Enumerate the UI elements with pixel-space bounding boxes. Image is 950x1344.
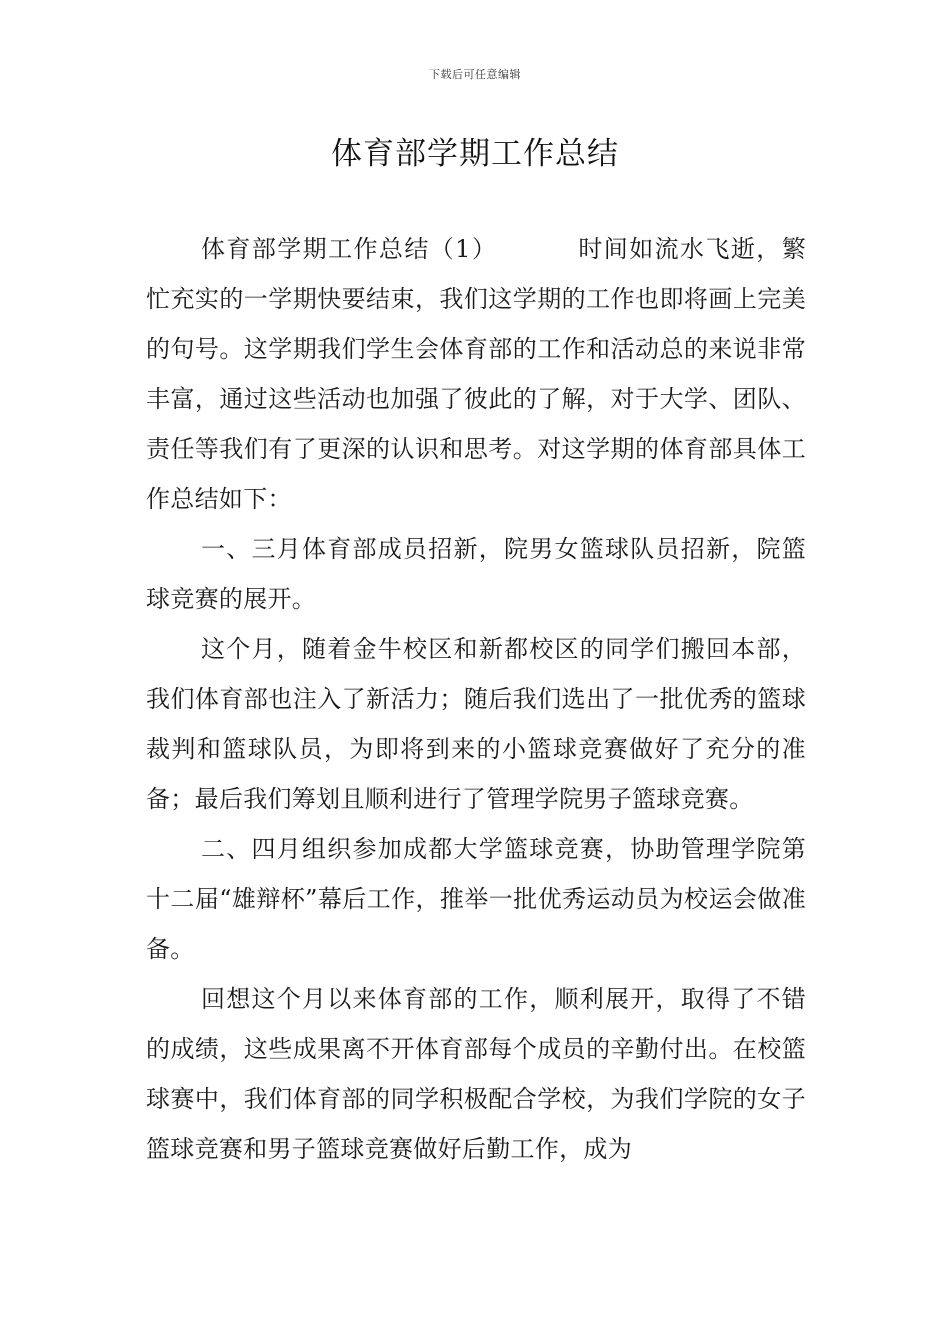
section-heading-march: 一、三月体育部成员招新，院男女篮球队员招新，院篮球竞赛的展开。: [146, 535, 806, 613]
document-title: 体育部学期工作总结: [331, 136, 619, 172]
intro-paragraph: [146, 224, 806, 524]
paragraph-april-detail: 回想这个月以来体育部的工作，顺利展开，取得了不错的成绩，这些成果离不开体育部每个成员的辛勤付出。在校篮球赛中，我们体育部的同学积极配合学校，为我们学院的女子篮球竞赛和男子篮球竞赛做好后勤工作，成为: [146, 985, 806, 1163]
section-heading-april: 二、四月组织参加成都大学篮球竞赛，协助管理学院第十二届“雄辩杯”幕后工作，推举一批优秀运动员为校运会做准备。: [146, 835, 806, 963]
paragraph-march-detail: 这个月，随着金牛校区和新都校区的同学们搬回本部，我们体育部也注入了新活力；随后我们选出了一批优秀的篮球裁判和篮球队员，为即将到来的小篮球竞赛做好了充分的准备；最后我们筹划且顺利进行了管理学院男子篮球竞赛。: [146, 635, 806, 813]
document-body: [146, 224, 806, 1174]
intro-lead: 体育部学期工作总结（1）: [201, 235, 498, 263]
intro-body: 时间如流水飞逝，繁忙充实的一学期快要结束，我们这学期的工作也即将画上完美的句号。这学期我们学生会体育部的工作和活动总的来说非常丰富，通过这些活动也加强了彼此的了解，对于大学、团队、责任等我们有了更深的认识和思考。对这学期的体育部具体工作总结如下：: [146, 235, 807, 513]
header-note: 下载后可任意编辑: [429, 68, 521, 81]
